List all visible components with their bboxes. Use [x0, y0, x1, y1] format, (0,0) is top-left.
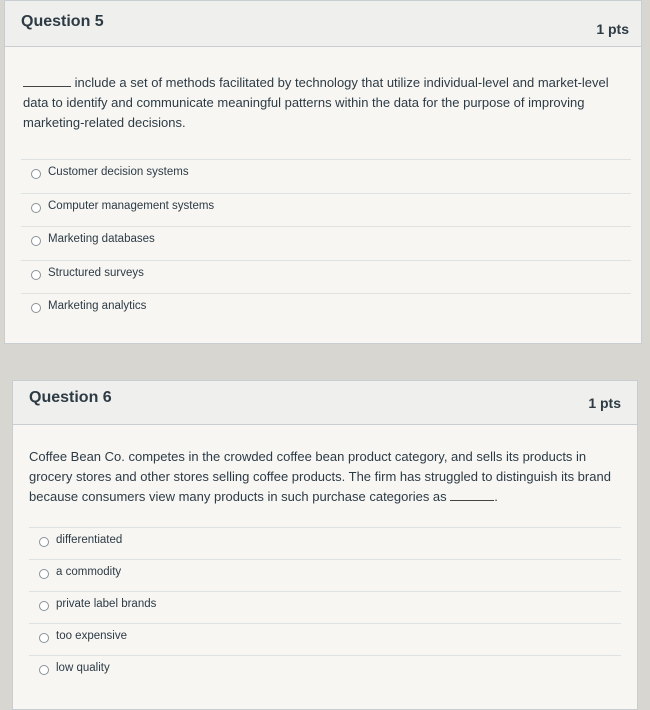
- answer-option[interactable]: [29, 591, 621, 623]
- answer-option[interactable]: [21, 293, 631, 327]
- answer-option[interactable]: [21, 159, 631, 193]
- question-5-header: [5, 1, 641, 47]
- answer-label[interactable]: too expensive: [56, 630, 127, 642]
- radio-button[interactable]: [31, 203, 41, 213]
- question-6-card: [12, 380, 638, 710]
- answer-label[interactable]: Computer management systems: [48, 199, 215, 212]
- answer-label[interactable]: low quality: [56, 662, 110, 674]
- question-6-answers: [29, 527, 621, 687]
- answer-option[interactable]: [29, 655, 621, 687]
- question-6-points: 1 pts: [588, 395, 621, 411]
- answer-option[interactable]: [29, 527, 621, 559]
- question-6-title: Question 6: [29, 389, 112, 406]
- fill-in-blank: [23, 74, 71, 87]
- radio-button[interactable]: [39, 601, 49, 611]
- radio-button[interactable]: [31, 270, 41, 280]
- answer-option[interactable]: [29, 559, 621, 591]
- fill-in-blank: [450, 488, 494, 501]
- radio-button[interactable]: [39, 633, 49, 643]
- question-5-prompt: [23, 73, 623, 133]
- radio-button[interactable]: [39, 569, 49, 579]
- answer-option[interactable]: [21, 193, 631, 227]
- radio-button[interactable]: [31, 303, 41, 313]
- question-5-answers: [21, 159, 631, 327]
- answer-label[interactable]: Marketing analytics: [48, 300, 147, 312]
- radio-button[interactable]: [39, 537, 49, 547]
- question-6-header: [13, 381, 637, 425]
- question-5-title: Question 5: [21, 13, 104, 30]
- answer-label[interactable]: differentiated: [56, 534, 123, 546]
- radio-button[interactable]: [31, 169, 41, 179]
- answer-option[interactable]: [21, 226, 631, 260]
- answer-label[interactable]: Marketing databases: [48, 233, 155, 245]
- answer-option[interactable]: [29, 623, 621, 655]
- radio-button[interactable]: [39, 665, 49, 675]
- answer-label[interactable]: a commodity: [56, 566, 122, 578]
- question-6-prompt-text: Coffee Bean Co. competes in the crowded coffee bean product category, and sells its products in grocery stores and other stores selling coffee products. The firm has struggled to distinguish its brand because consumers view many products in such purchase categories as: [29, 449, 611, 504]
- question-6-prompt: [29, 447, 619, 507]
- answer-label[interactable]: Customer decision systems: [48, 166, 189, 178]
- answer-label[interactable]: private label brands: [56, 598, 157, 610]
- answer-label[interactable]: Structured surveys: [48, 266, 144, 279]
- radio-button[interactable]: [31, 236, 41, 246]
- question-5-points: 1 pts: [596, 21, 629, 37]
- answer-option[interactable]: [21, 260, 631, 294]
- question-5-card: [4, 0, 642, 344]
- question-5-prompt-text: include a set of methods facilitated by technology that utilize individual-level and market-level data to identify and communicate meaningful patterns within the data for the purpose of improving marketing-related decisions.: [23, 75, 609, 130]
- question-6-prompt-end: .: [494, 489, 498, 504]
